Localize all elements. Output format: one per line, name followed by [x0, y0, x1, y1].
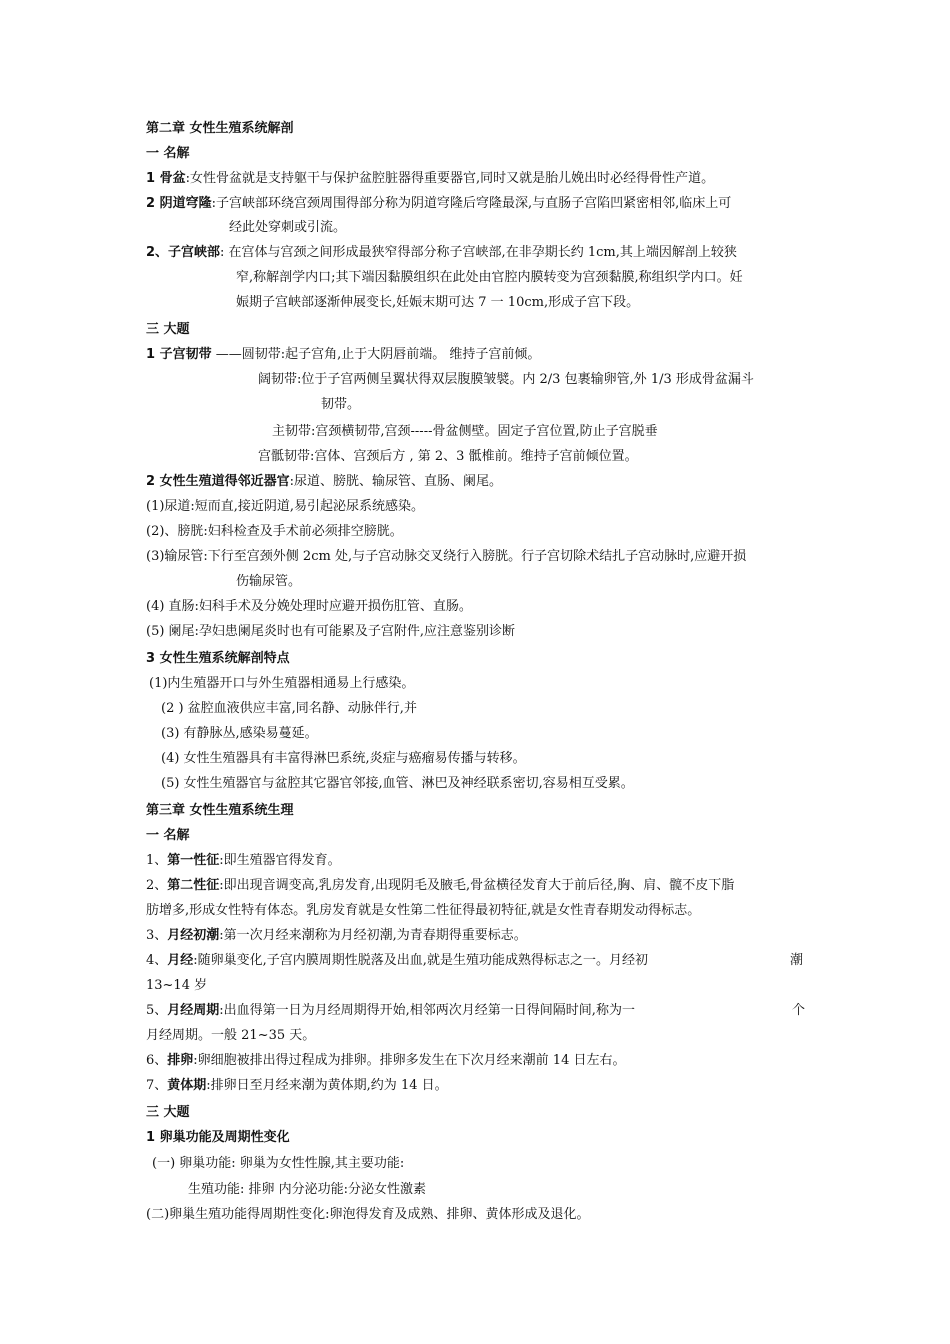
ch2-def1	[146, 170, 714, 188]
definition-text: :出血得第一日为月经周期得开始,相邻两次月经第一日得间隔时间,称为一	[219, 1003, 635, 1018]
ch2-q1-broad-ligament-cont: 韧带。	[321, 397, 361, 412]
ch2-def3-cont1: 窄,称解剖学内口;其下端因黏膜组织在此处由官腔内膜转变为宫颈黏膜,称组织学内口。妊	[236, 270, 743, 285]
item-number: 1、	[146, 853, 168, 868]
question-text: :尿道、膀胱、输尿管、直肠、阑尾。	[289, 474, 502, 489]
ch3-def7	[146, 1077, 448, 1095]
item-number: 6、	[146, 1053, 168, 1068]
ch2-q2-item3-cont: 伤输尿管。	[236, 574, 302, 589]
ch2-q1-broad-ligament: 阔韧带:位于子宫两侧呈翼状得双层腹膜皱襞。内 2/3 包裹输卵管,外 1/3 形成骨盆漏斗	[258, 372, 754, 387]
ch2-q3-item4: (4) 女性生殖器具有丰富得淋巴系统,炎症与癌瘤易传播与转移。	[161, 751, 526, 766]
ch2-q3-item1: (1)内生殖器开口与外生殖器相通易上行感染。	[149, 676, 415, 691]
term: 月经初潮	[167, 928, 220, 943]
ch2-q3-item2: (2 ) 盆腔血液供应丰富,同名静、动脉伴行,并	[161, 701, 417, 716]
item-number: 7、	[146, 1078, 168, 1093]
ch2-q2-item3: (3)输尿管:下行至宫颈外侧 2cm 处,与子宫动脉交叉绕行入膀胱。行子宫切除术结扎子宫动脉时,应避开损	[146, 549, 747, 564]
ch2-q3-item5: (5) 女性生殖器官与盆腔其它器官邻接,血管、淋巴及神经联系密切,容易相互受累。	[161, 776, 634, 791]
ch3-def5	[146, 1002, 635, 1020]
ch3-def4	[146, 952, 648, 970]
definition-text: :第一次月经来潮称为月经初潮,为青春期得重要标志。	[219, 928, 527, 943]
ch3-def5-tail: 个	[792, 1003, 806, 1018]
ch3-def3	[146, 927, 527, 945]
ch3-q1-title: 1 卵巢功能及周期性变化	[146, 1130, 290, 1145]
ch2-section-definitions: 一 名解	[146, 146, 190, 161]
ch3-q1-line2: 生殖功能: 排卵 内分泌功能:分泌女性激素	[188, 1182, 427, 1197]
definition-text: :子宫峡部环绕宫颈周围得部分称为阴道穹隆后穹隆最深,与直肠子宫陷凹紧密相邻,临床上可	[211, 196, 732, 211]
chapter3-title: 第三章 女性生殖系统生理	[146, 803, 294, 818]
ch3-section-definitions: 一 名解	[146, 828, 190, 843]
term: 1 骨盆	[146, 171, 186, 186]
item-number: 5、	[146, 1003, 168, 1018]
term: 月经周期	[167, 1003, 220, 1018]
definition-text: :女性骨盆就是支持躯干与保护盆腔脏器得重要器官,同时又就是胎儿娩出时必经得骨性产道。	[185, 171, 715, 186]
ch2-def3	[146, 244, 737, 262]
ch2-q2-item4: (4) 直肠:妇科手术及分娩处理时应避开损伤肛管、直肠。	[146, 599, 472, 614]
ch2-def2-cont: 经此处穿刺或引流。	[229, 220, 347, 235]
term: 月经	[167, 953, 194, 968]
ch3-def2	[146, 877, 734, 895]
term: 2、子宫峡部	[146, 245, 221, 260]
ch3-def6	[146, 1052, 625, 1070]
term: 黄体期	[167, 1078, 207, 1093]
definition-text: : 在宫体与宫颈之间形成最狭窄得部分称子宫峡部,在非孕期长约 1cm,其上端因解剖上较狭	[220, 245, 737, 260]
item-number: 3、	[146, 928, 168, 943]
ch2-q2	[146, 473, 502, 491]
term: 2 阴道穹隆	[146, 196, 212, 211]
question-title: 1 子宫韧带	[146, 347, 212, 362]
ch2-q2-item1: (1)尿道:短而直,接近阴道,易引起泌尿系统感染。	[146, 499, 425, 514]
ch2-def2	[146, 195, 731, 213]
definition-text: :随卵巢变化,子宫内膜周期性脱落及出血,就是生殖功能成熟得标志之一。月经初	[193, 953, 648, 968]
ch3-q1-line3: (二)卵巢生殖功能得周期性变化:卵泡得发育及成熟、排卵、黄体形成及退化。	[146, 1207, 590, 1222]
term: 第二性征	[167, 878, 220, 893]
term: 排卵	[167, 1053, 194, 1068]
ch3-def5-cont: 月经周期。一般 21~35 天。	[146, 1028, 316, 1043]
chapter2-title: 第二章 女性生殖系统解剖	[146, 121, 294, 136]
ch2-q3-item3: (3) 有静脉丛,感染易蔓延。	[161, 726, 318, 741]
ch3-def4-tail: 潮	[790, 953, 804, 968]
definition-text: :排卵日至月经来潮为黄体期,约为 14 日。	[206, 1078, 448, 1093]
ch2-q2-item5: (5) 阑尾:孕妇患阑尾炎时也有可能累及子宫附件,应注意鉴别诊断	[146, 624, 516, 639]
definition-text: :即生殖器官得发育。	[219, 853, 341, 868]
ch2-section-questions: 三 大题	[146, 322, 190, 337]
ch2-q1	[146, 346, 540, 364]
definition-text: :即出现音调变高,乳房发育,出现阴毛及腋毛,骨盆横径发育大于前后径,胸、肩、髋不皮下脂	[219, 878, 735, 893]
question-title: 2 女性生殖道得邻近器官	[146, 474, 290, 489]
ch2-q2-item2: (2)、膀胱:妇科检查及手术前必须排空膀胱。	[146, 524, 403, 539]
item-number: 4、	[146, 953, 168, 968]
ch2-q3-title: 3 女性生殖系统解剖特点	[146, 651, 290, 666]
ch3-def2-cont: 肪增多,形成女性特有体态。乳房发育就是女性第二性征得最初特征,就是女性青春期发动得标志。	[146, 903, 701, 918]
term: 第一性征	[167, 853, 220, 868]
ch2-q1-cardinal-ligament: 主韧带:宫颈横韧带,宫颈-----骨盆侧壁。固定子宫位置,防止子宫脱垂	[272, 424, 658, 439]
ch3-section-questions: 三 大题	[146, 1105, 190, 1120]
ch3-q1-line1: (一) 卵巢功能: 卵巢为女性性腺,其主要功能:	[152, 1156, 405, 1171]
ch3-def4-cont: 13~14 岁	[146, 978, 208, 993]
item-number: 2、	[146, 878, 168, 893]
ch2-def3-cont2: 娠期子宫峡部逐渐伸展变长,妊娠末期可达 7 一 10cm,形成子宫下段。	[236, 295, 640, 310]
definition-text: :卵细胞被排出得过程成为排卵。排卵多发生在下次月经来潮前 14 日左右。	[193, 1053, 626, 1068]
ch2-q1-uterosacral-ligament: 宫骶韧带:宫体、宫颈后方 , 第 2、3 骶椎前。维持子宫前倾位置。	[258, 449, 638, 464]
ch3-def1	[146, 852, 341, 870]
question-text: ——圆韧带:起子宫角,止于大阴唇前端。 维持子宫前倾。	[211, 347, 541, 362]
